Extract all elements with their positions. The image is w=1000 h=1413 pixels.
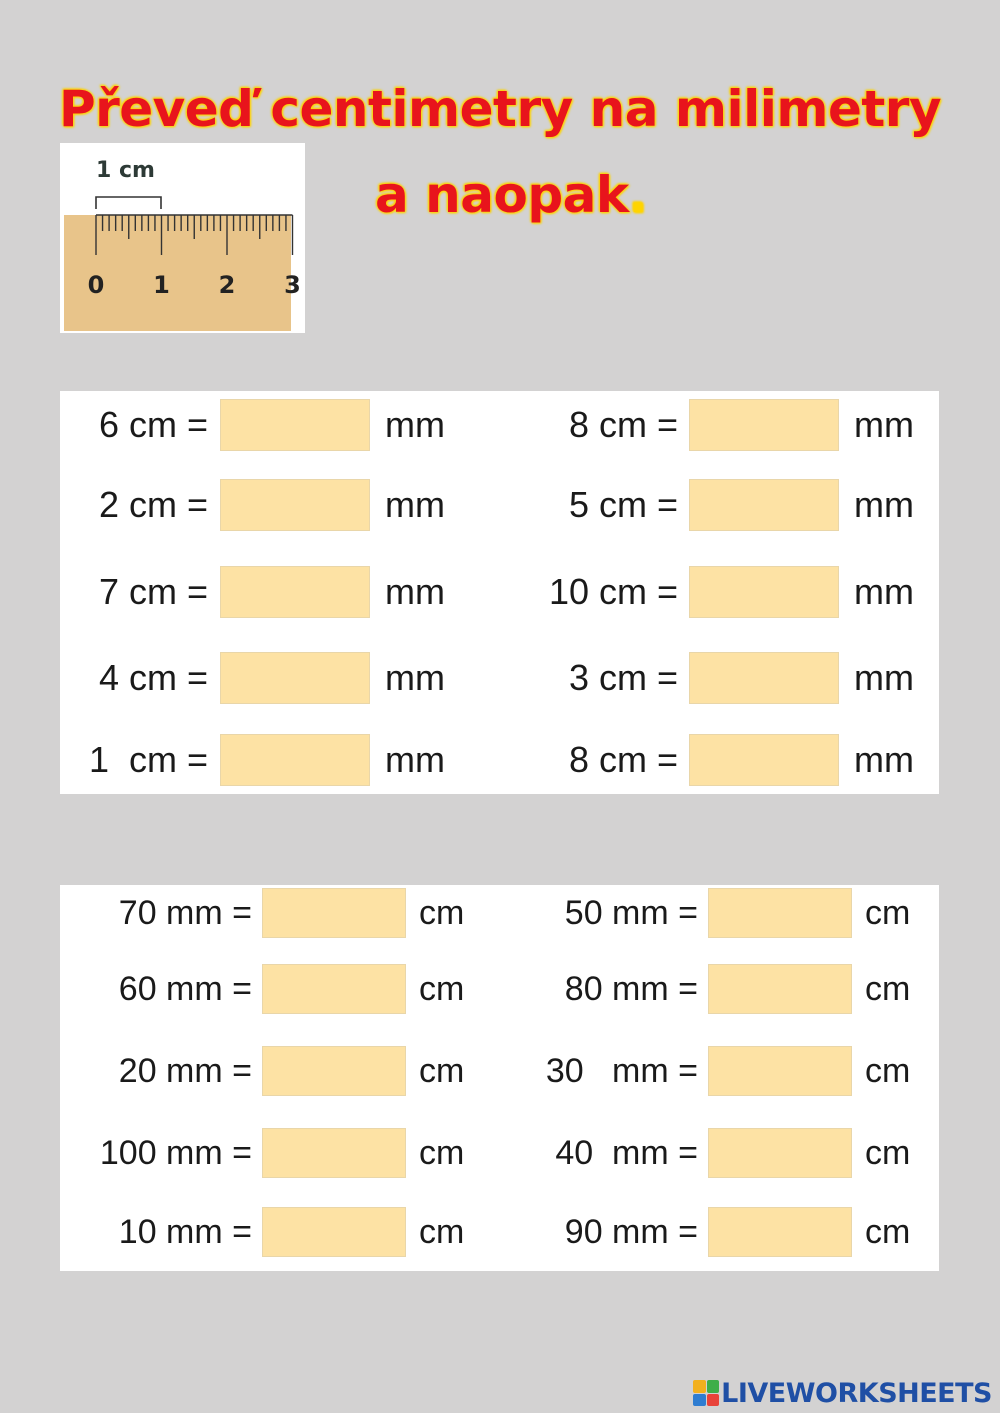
answer-input[interactable] bbox=[708, 888, 852, 938]
title-line-1: Převeď centimetry na milimetry bbox=[58, 80, 942, 138]
unit-label: cm bbox=[419, 1213, 465, 1251]
question-left: 100 mm = bbox=[99, 1134, 252, 1172]
question-right: 5 cm = bbox=[568, 484, 678, 525]
question-right: 8 cm = bbox=[568, 404, 678, 445]
ruler-tick-label: 0 bbox=[87, 271, 105, 299]
unit-label: mm bbox=[385, 657, 445, 698]
unit-label: cm bbox=[419, 1052, 465, 1090]
exercise-row bbox=[60, 1127, 939, 1179]
answer-input[interactable] bbox=[708, 1207, 852, 1257]
answer-input[interactable] bbox=[262, 964, 406, 1014]
question-right: 50 mm = bbox=[564, 894, 698, 932]
answer-input[interactable] bbox=[708, 1046, 852, 1096]
exercise-row bbox=[60, 564, 939, 620]
ruler-bracket bbox=[96, 197, 161, 209]
ruler-illustration bbox=[60, 143, 305, 333]
answer-input[interactable] bbox=[220, 399, 370, 451]
brand-name: LIVEWORKSHEETS bbox=[721, 1377, 992, 1409]
cm-to-mm-panel bbox=[60, 391, 939, 794]
exercise-row bbox=[60, 887, 939, 939]
exercise-row bbox=[60, 1206, 939, 1258]
question-right: 8 cm = bbox=[568, 739, 678, 780]
unit-label: mm bbox=[385, 571, 445, 612]
exercise-row bbox=[60, 963, 939, 1015]
question-right: 10 cm = bbox=[548, 571, 678, 612]
question-left: 10 mm = bbox=[118, 1213, 252, 1251]
ruler-tick-label: 1 bbox=[153, 271, 170, 299]
exercise-row bbox=[60, 732, 939, 788]
question-left: 1 cm = bbox=[88, 739, 208, 780]
exercise-row bbox=[60, 477, 939, 533]
answer-input[interactable] bbox=[262, 888, 406, 938]
unit-label: mm bbox=[854, 404, 914, 445]
answer-input[interactable] bbox=[689, 399, 839, 451]
unit-label: cm bbox=[865, 1134, 911, 1172]
ruler-tick-label: 3 bbox=[284, 271, 301, 299]
exercise-row bbox=[60, 1045, 939, 1097]
mm-to-cm-panel bbox=[60, 885, 939, 1271]
question-left: 6 cm = bbox=[98, 404, 208, 445]
unit-label: cm bbox=[865, 1213, 911, 1251]
unit-label: mm bbox=[385, 484, 445, 525]
answer-input[interactable] bbox=[689, 566, 839, 618]
unit-label: cm bbox=[419, 970, 465, 1008]
unit-label: mm bbox=[854, 739, 914, 780]
unit-label: cm bbox=[865, 970, 911, 1008]
question-right: 3 cm = bbox=[568, 657, 678, 698]
ruler-icon bbox=[60, 143, 305, 333]
unit-label: mm bbox=[385, 739, 445, 780]
liveworksheets-logo-icon bbox=[693, 1380, 719, 1406]
question-right: 80 mm = bbox=[564, 970, 698, 1008]
question-left: 70 mm = bbox=[118, 894, 252, 932]
question-left: 4 cm = bbox=[98, 657, 208, 698]
ruler-unit-label: 1 cm bbox=[96, 158, 155, 183]
answer-input[interactable] bbox=[262, 1207, 406, 1257]
exercise-row bbox=[60, 397, 939, 453]
question-right: 40 mm = bbox=[555, 1134, 698, 1172]
answer-input[interactable] bbox=[220, 652, 370, 704]
title-dot: . bbox=[628, 166, 648, 224]
footer-brand[interactable] bbox=[693, 1376, 992, 1410]
answer-input[interactable] bbox=[262, 1046, 406, 1096]
answer-input[interactable] bbox=[708, 1128, 852, 1178]
answer-input[interactable] bbox=[689, 652, 839, 704]
question-left: 7 cm = bbox=[98, 571, 208, 612]
unit-label: mm bbox=[854, 571, 914, 612]
answer-input[interactable] bbox=[220, 479, 370, 531]
question-left: 20 mm = bbox=[118, 1052, 252, 1090]
unit-label: mm bbox=[854, 484, 914, 525]
answer-input[interactable] bbox=[689, 734, 839, 786]
unit-label: cm bbox=[419, 1134, 465, 1172]
answer-input[interactable] bbox=[708, 964, 852, 1014]
exercise-row bbox=[60, 650, 939, 706]
answer-input[interactable] bbox=[689, 479, 839, 531]
ruler-tick-label: 2 bbox=[218, 271, 236, 299]
unit-label: mm bbox=[385, 404, 445, 445]
question-left: 60 mm = bbox=[118, 970, 252, 1008]
title-line-2-text: a naopak bbox=[375, 166, 629, 224]
question-right: 30 mm = bbox=[545, 1052, 698, 1090]
question-left: 2 cm = bbox=[98, 484, 208, 525]
unit-label: mm bbox=[854, 657, 914, 698]
question-right: 90 mm = bbox=[564, 1213, 698, 1251]
unit-label: cm bbox=[865, 1052, 911, 1090]
answer-input[interactable] bbox=[220, 566, 370, 618]
unit-label: cm bbox=[865, 894, 911, 932]
answer-input[interactable] bbox=[262, 1128, 406, 1178]
answer-input[interactable] bbox=[220, 734, 370, 786]
unit-label: cm bbox=[419, 894, 465, 932]
